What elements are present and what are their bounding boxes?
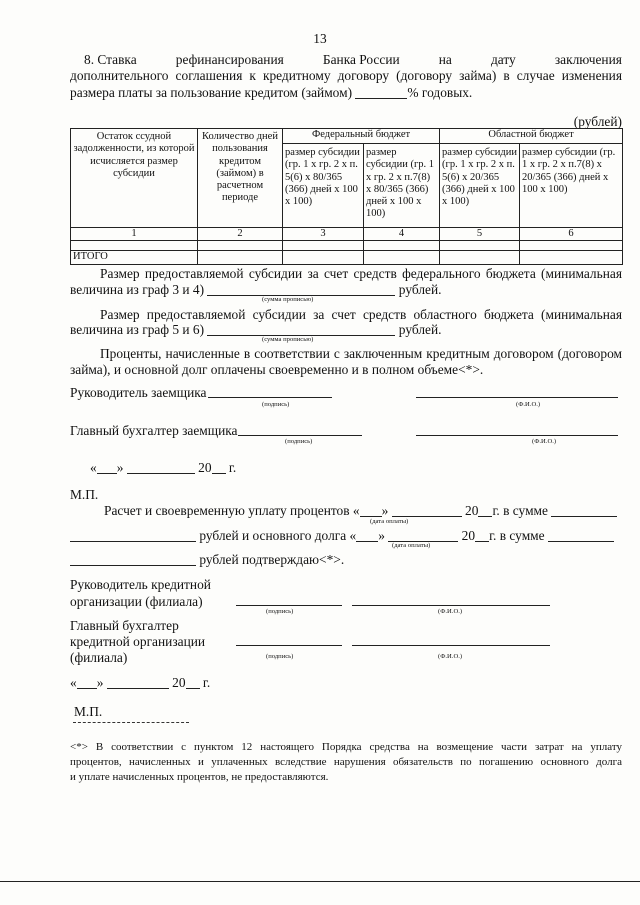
bank-accountant-sign-caption: (подпись) [266, 653, 294, 660]
borrower-accountant-label: Главный бухгалтер заемщика [70, 423, 238, 438]
borrower-head-name-line[interactable] [416, 397, 618, 398]
header-regional-budget: Областной бюджет [440, 129, 623, 144]
payment-day-field-2[interactable] [356, 529, 378, 542]
table-cell[interactable] [283, 251, 364, 264]
subsidy-table [70, 128, 623, 265]
item8-line3-text: размера платы за пользование кредитом (займом) [70, 85, 353, 100]
item8-line1 [70, 52, 622, 68]
col-number: 5 [440, 228, 520, 241]
payment-l1-year: 20 [465, 503, 479, 518]
date1-day-field[interactable] [97, 461, 117, 474]
regional-sum-field[interactable] [207, 323, 395, 336]
header-subsidy-6: размер субсидии (гр. 1 х гр. 2 х п.7(8) х 20/365 (366) дней х 100 х 100) [520, 144, 623, 228]
date-line-2 [70, 675, 210, 691]
header-subsidy-3: размер субсидии (гр. 1 х гр. 2 х п. 5(6) х 80/365 (366) дней х 100 х 100) [283, 144, 364, 228]
item8-line3 [70, 85, 472, 101]
payment-amount-field-2[interactable] [548, 529, 614, 542]
item8-line3-suffix: % годовых. [407, 85, 473, 100]
borrower-head-sign-caption: (подпись) [262, 401, 290, 408]
borrower-accountant-name-caption: (Ф.И.О.) [532, 438, 557, 445]
regional-sum-line1: Размер предоставляемой субсидии за счет средств областного бюджета (минимальная [100, 307, 622, 322]
bank-head-label-1: Руководитель кредитной [70, 577, 211, 592]
table-cell[interactable] [440, 251, 520, 264]
payment-day-field-1[interactable] [360, 504, 382, 517]
borrower-accountant-name-line[interactable] [416, 435, 618, 436]
payment-l2-mid: г. в сумме [489, 528, 545, 543]
federal-sum-suffix: рублей. [398, 282, 442, 297]
item8-line2: дополнительного соглашения к кредитному договору (договору займа) в случае изменения [70, 68, 622, 83]
payment-month-field-1[interactable] [392, 504, 462, 517]
bank-accountant-label-2: кредитной организации [70, 634, 206, 649]
col-number: 1 [71, 228, 198, 241]
table-total-row [71, 251, 623, 264]
payment-month-field-2[interactable] [388, 529, 458, 542]
payment-line3 [70, 552, 344, 568]
date1-close-quote: » [116, 460, 124, 475]
payment-year-field-1[interactable] [478, 504, 492, 517]
header-subsidy-5: размер субсидии (гр. 1 х гр. 2 х п. 5(6) х 20/365 (366) дней х 100 х 100) [440, 144, 520, 228]
payment-amount-words-field[interactable] [70, 529, 196, 542]
item8-w3: Банка России [322, 52, 400, 67]
date2-year-field[interactable] [186, 676, 200, 689]
federal-sum-label: величина из граф 3 и 4) [70, 282, 205, 297]
item8-w5: дату [490, 52, 516, 67]
rate-field[interactable] [355, 86, 407, 99]
date2-year-prefix: 20 [172, 675, 186, 690]
interest-line2: займа), и основной долг оплачены своевременно и в полном объеме<*>. [70, 362, 484, 377]
table-cell[interactable] [198, 251, 283, 264]
bank-head-label-2: организации (филиала) [70, 594, 203, 609]
date1-month-field[interactable] [127, 461, 195, 474]
regional-sum-caption: (сумма прописью) [262, 336, 314, 343]
footnote-separator [73, 722, 189, 723]
table-cell[interactable] [283, 241, 364, 251]
header-subsidy-4: размер субсидии (гр. 1 х гр. 2 х п.7(8) х 80/365 (366) дней х 100 х 100) [364, 144, 440, 228]
date2-month-field[interactable] [107, 676, 169, 689]
item8-w1: 8. Ставка [84, 52, 137, 67]
date-line-1 [90, 460, 236, 476]
borrower-head-signature-line[interactable] [208, 397, 332, 398]
regional-sum-line2 [70, 322, 441, 338]
borrower-accountant-sign-caption: (подпись) [285, 438, 313, 445]
date2-open-quote: « [70, 675, 77, 690]
header-remaining-debt: Остаток ссудной задолженности, из которой исчисляется размер субсидии [71, 129, 198, 228]
regional-sum-label: величина из граф 5 и 6) [70, 322, 205, 337]
date1-year-prefix: 20 [198, 460, 212, 475]
payment-l1-close: » [381, 503, 389, 518]
footnote [70, 740, 622, 785]
payment-l1-mid: г. в сумме [492, 503, 548, 518]
page-number: 13 [313, 31, 327, 46]
payment-l1-text: Расчет и своевременную уплату процентов « [104, 503, 360, 518]
col-number: 3 [283, 228, 364, 241]
payment-line2 [70, 528, 614, 544]
date2-day-field[interactable] [77, 676, 97, 689]
borrower-accountant-signature-line[interactable] [238, 435, 362, 436]
bank-head-sign-caption: (подпись) [266, 608, 294, 615]
footnote-line3: и уплате начисленных процентов, не предоставляются. [70, 771, 329, 783]
date2-suffix: г. [202, 675, 211, 690]
payment-debt-words-field[interactable] [70, 553, 196, 566]
federal-sum-line2 [70, 282, 441, 298]
table-cell[interactable] [364, 251, 440, 264]
header-days-count: Количество дней пользования кредитом (займом) в расчетном периоде [198, 129, 283, 228]
footnote-line2: процентов, начисленных и уплаченных вследствие нарушения обязательств по погашению основного долга [70, 756, 622, 768]
table-cell[interactable] [440, 241, 520, 251]
payment-date-caption-2: (дата оплаты) [392, 542, 431, 549]
units-label: (рублей) [573, 114, 622, 129]
total-label: ИТОГО [71, 251, 198, 264]
table-cell[interactable] [520, 251, 623, 264]
bank-accountant-label-1: Главный бухгалтер [70, 618, 179, 633]
borrower-head-name-caption: (Ф.И.О.) [516, 401, 541, 408]
regional-sum-suffix: рублей. [398, 322, 442, 337]
bank-accountant-name-caption: (Ф.И.О.) [438, 653, 463, 660]
federal-sum-line1: Размер предоставляемой субсидии за счет средств федерального бюджета (минимальная [100, 266, 622, 281]
bank-head-signature-line[interactable] [236, 605, 342, 606]
date1-year-field[interactable] [212, 461, 226, 474]
federal-sum-caption: (сумма прописью) [262, 296, 314, 303]
bank-head-name-caption: (Ф.И.О.) [438, 608, 463, 615]
table-cell[interactable] [198, 241, 283, 251]
borrower-head-label: Руководитель заемщика [70, 385, 207, 400]
bank-head-name-line[interactable] [352, 605, 550, 606]
bank-accountant-signature-line[interactable] [236, 645, 342, 646]
stamp-place-1: М.П. [70, 487, 99, 502]
bank-accountant-label-3: (филиала) [70, 650, 128, 665]
date2-close-quote: » [96, 675, 104, 690]
table-cell[interactable] [71, 241, 198, 251]
item8-w6: заключения [554, 52, 622, 67]
interest-line1: Проценты, начисленные в соответствии с заключенным кредитным договором (договором [100, 346, 622, 361]
table-data-row[interactable] [71, 241, 623, 251]
item8-w4: на [438, 52, 452, 67]
page-bottom-rule [0, 881, 640, 882]
payment-amount-field-1[interactable] [551, 504, 617, 517]
payment-line1 [104, 503, 617, 519]
payment-l3-text: рублей подтверждаю<*>. [199, 552, 345, 567]
table-number-row [71, 228, 623, 241]
col-number: 6 [520, 228, 623, 241]
date1-suffix: г. [228, 460, 237, 475]
col-number: 2 [198, 228, 283, 241]
col-number: 4 [364, 228, 440, 241]
payment-l2-year: 20 [461, 528, 476, 543]
table-cell[interactable] [520, 241, 623, 251]
item8-w2: рефинансирования [175, 52, 284, 67]
header-federal-budget: Федеральный бюджет [283, 129, 440, 144]
stamp-place-2: М.П. [74, 704, 103, 719]
payment-l2-text: рублей и основного долга « [199, 528, 357, 543]
payment-year-field-2[interactable] [475, 529, 489, 542]
date1-open-quote: « [90, 460, 97, 475]
payment-l2-close: » [378, 528, 385, 543]
table-cell[interactable] [364, 241, 440, 251]
payment-date-caption-1: (дата оплаты) [370, 518, 409, 525]
federal-sum-field[interactable] [207, 283, 395, 296]
footnote-line1: <*> В соответствии с пунктом 12 настоящего Порядка средства на возмещение части затрат на уплату [70, 741, 622, 753]
bank-accountant-name-line[interactable] [352, 645, 550, 646]
